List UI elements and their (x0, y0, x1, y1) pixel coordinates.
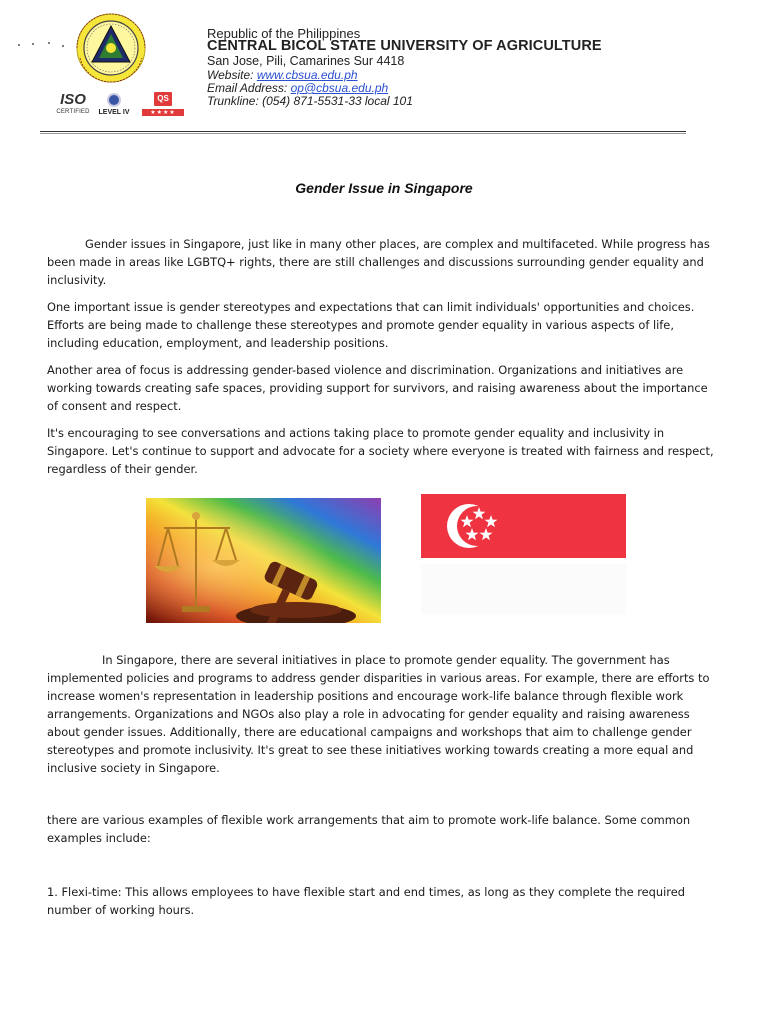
paragraph-initiatives: In Singapore, there are several initiatives in place to promote gender equality. The government has implemented policies and programs to address gender disparities in various areas. For example, there are efforts to increase women's representation in leadership positions and encourage work-life balance through flexible work arrangements. Organizations and NGOs also play a role in advocating for gender equality and raising awareness about gender issues. Additionally, there are educational campaigns and workshops that aim to challenge gender stereotypes and promote inclusivity. It's great to see these initiatives working towards creating a more equal and inclusive society in Singapore. (47, 653, 710, 775)
qs-badge-text: QS (154, 92, 172, 106)
level-emblem-icon (107, 93, 121, 107)
header-divider-secondary (40, 133, 686, 134)
website-link[interactable]: www.cbsua.edu.ph (256, 68, 358, 82)
email-link[interactable]: op@cbsua.edu.ph (290, 81, 389, 95)
paragraph-encouraging: It's encouraging to see conversations and actions taking place to promote gender equality and inclusivity in Singapore. Let's continue to support and advocate for a society where everyone is treated with fairness and respect, regardless of their gender. (47, 426, 714, 476)
paragraph-flexible-work: there are various examples of flexible work arrangements that aim to promote work-life balance. Some common examples include: (47, 813, 691, 845)
trunkline: Trunkline: (054) 871-5531-33 local 101 (207, 94, 413, 108)
qs-stars-icon: ★★★★ (142, 109, 184, 116)
paragraph-intro: Gender issues in Singapore, just like in many other places, are complex and multifaceted. While progress has been made in areas like LGBTQ+ rights, there are still challenges and discussions surrounding gender equality and inclusivity. (47, 237, 710, 287)
paragraph-stereotypes: One important issue is gender stereotypes and expectations that can limit individuals' opportunities and choices. Efforts are being made to challenge these stereotypes and promote gender equality in various aspects of life, including education, employment, and leadership positions. (47, 300, 695, 350)
header-divider (40, 131, 686, 132)
iso-badge-caption: CERTIFIED (56, 109, 90, 115)
republic-line: Republic of the Philippines (207, 26, 361, 41)
accreditation-badges (54, 92, 186, 122)
level-iv-badge (94, 92, 134, 122)
document-title: Gender Issue in Singapore (295, 180, 473, 196)
singapore-flag-image (421, 494, 626, 614)
iso-badge-text: ISO (60, 91, 86, 108)
university-name: CENTRAL BICOL STATE UNIVERSITY OF AGRICULTURE (207, 38, 602, 54)
website-label: Website: (207, 68, 257, 82)
university-address: San Jose, Pili, Camarines Sur 4418 (207, 54, 405, 68)
email-line (207, 81, 388, 95)
decorative-dots (18, 40, 68, 50)
level-badge-caption: LEVEL IV (98, 109, 130, 116)
gavel-scales-rainbow-image (146, 498, 381, 623)
university-seal-logo (68, 12, 154, 84)
list-item-flexi-time: 1. Flexi-time: This allows employees to have flexible start and end times, as long as they complete the required number of working hours. (47, 885, 685, 917)
paragraph-violence: Another area of focus is addressing gender-based violence and discrimination. Organizations and initiatives are working towards creating safe spaces, providing support for survivors, and raising awareness about the importance of consent and respect. (47, 363, 708, 413)
website-line (207, 68, 358, 82)
iso-certified-badge (54, 92, 92, 122)
qs-stars-badge (142, 92, 184, 122)
email-label: Email Address: (207, 81, 291, 95)
